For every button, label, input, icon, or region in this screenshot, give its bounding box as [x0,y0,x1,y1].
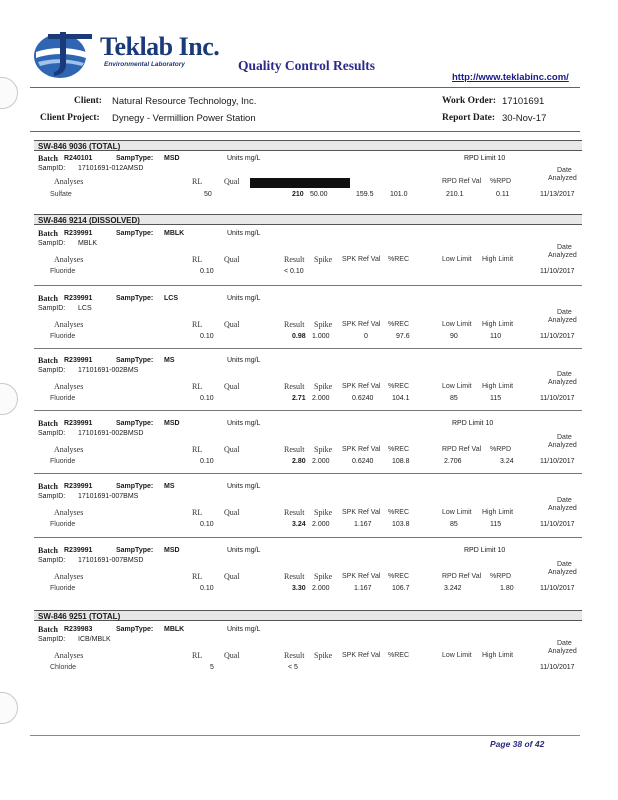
rl-value: 0.10 [200,585,214,592]
batch-id: R239991 [64,357,93,364]
rpd-limit-label: RPD Limit 10 [464,547,506,554]
date-header-1: Date [557,167,572,174]
samp-type-label: SampType: [116,230,154,237]
header-rule-top [30,87,580,88]
high-limit-value: 115 [490,395,502,402]
analyte-name: Fluoride [50,585,76,592]
units-label: Units mg/L [227,547,261,554]
low-limit-value: 90 [450,333,458,340]
rpd-ref-value: 2.706 [444,458,462,465]
binder-hole-bottom [0,692,18,724]
result-header: Result [284,320,305,329]
pct-rec-header: %REC [388,573,410,580]
rec-value: 108.8 [392,458,410,465]
samp-id-value: 17101691-002BMSD [78,430,144,437]
samp-type-value: MBLK [164,626,185,633]
samp-id-value: MBLK [78,240,98,247]
samp-type-label: SampType: [116,547,154,554]
date-value: 11/10/2017 [540,521,575,528]
samp-id-value: LCS [78,305,92,312]
samp-type-label: SampType: [116,420,154,427]
samp-type-label: SampType: [116,626,154,633]
result-value: 210 [292,191,304,198]
rl-header: RL [192,255,203,264]
date-header-2: Analyzed [548,648,577,655]
work-order-value: 17101691 [502,96,545,107]
qual-header: Qual [224,255,240,264]
analyses-header: Analyses [54,320,84,329]
samp-type-value: MSD [164,547,180,554]
high-limit-header: High Limit [482,256,514,263]
analyte-name: Sulfate [50,191,72,198]
logo-subtitle: Environmental Laboratory [104,61,185,68]
date-value: 11/13/2017 [540,191,575,198]
date-header-1: Date [557,640,572,647]
samp-type-value: MBLK [164,230,185,237]
result-header: Result [284,382,305,391]
result-header: Result [284,572,305,581]
project-value: Dynegy - Vermillion Power Station [112,113,256,124]
method-heading: SW-846 9036 (TOTAL) [34,140,582,151]
analyte-name: Fluoride [50,395,76,402]
result-header: Result [284,508,305,517]
samp-type-label: SampType: [116,357,154,364]
page-title: Quality Control Results [238,58,376,73]
date-value: 11/10/2017 [540,268,575,275]
date-header-1: Date [557,244,572,251]
project-label: Client Project: [40,113,100,123]
spk-ref-val-header: SPK Ref Val [342,256,381,263]
samp-id-label: SampID: [38,493,66,500]
spike-value: 2.000 [312,521,330,528]
spike-value: 50.00 [310,191,328,198]
qual-header: Qual [224,508,240,517]
date-value: 11/10/2017 [540,664,575,671]
analyte-name: Fluoride [50,521,76,528]
batch-id: R239991 [64,483,93,490]
units-label: Units mg/L [227,626,261,633]
date-header-2: Analyzed [548,175,577,182]
qual-header: Qual [224,445,240,454]
qc-section-9251-mblk [34,610,582,676]
qual-header: Qual [224,651,240,660]
spk-ref-val-header: SPK Ref Val [342,509,381,516]
spk-ref-val-header: SPK Ref Val [342,652,381,659]
row-separator [34,410,582,411]
batch-id: R240101 [64,155,93,162]
date-value: 11/10/2017 [540,585,575,592]
rec-value: 103.8 [392,521,410,528]
rl-value: 0.10 [200,333,214,340]
pct-rec-header: %REC [388,383,410,390]
pct-rec-header: %REC [388,652,410,659]
date-header-2: Analyzed [548,317,577,324]
spike-value: 1.000 [312,333,330,340]
spk-ref-val-header: SPK Ref Val [342,573,381,580]
samp-type-label: SampType: [116,155,154,162]
batch-label: Batch [38,356,58,365]
pct-rec-header: %REC [388,509,410,516]
rl-header: RL [192,177,203,186]
rpd-ref-value: 210.1 [446,191,464,198]
qual-header: Qual [224,382,240,391]
samp-id-label: SampID: [38,557,66,564]
qc-section-9214-mblk [34,214,582,280]
analyses-header: Analyses [54,651,84,660]
binder-hole-top [0,77,18,109]
qc-section-9214-lcs [34,292,582,344]
spk-ref-value: 1.167 [354,585,372,592]
batch-id: R239991 [64,420,93,427]
batch-label: Batch [38,419,58,428]
header-rule-bottom [30,131,580,132]
low-limit-header: Low Limit [442,652,472,659]
rl-value: 50 [204,191,212,198]
rl-header: RL [192,382,203,391]
low-limit-value: 85 [450,521,458,528]
high-limit-header: High Limit [482,321,514,328]
batch-label: Batch [38,482,58,491]
pct-rec-header: %REC [388,256,410,263]
qual-header: Qual [224,572,240,581]
units-label: Units mg/L [227,420,261,427]
analyte-name: Chloride [50,664,77,671]
analyses-header: Analyses [54,177,84,186]
samp-id-value: 17101691-002BMS [78,367,139,374]
batch-id: R239983 [64,626,93,633]
analyses-header: Analyses [54,255,84,264]
samp-type-label: SampType: [116,295,154,302]
rl-value: 0.10 [200,268,214,275]
spk-ref-value: 159.5 [356,191,374,198]
date-header-2: Analyzed [548,442,577,449]
samp-type-value: MSD [164,420,180,427]
high-limit-value: 110 [490,333,502,340]
rpd-limit-label: RPD Limit 10 [464,155,506,162]
spk-ref-val-header: SPK Ref Val [342,321,381,328]
date-header-1: Date [557,561,572,568]
spike-header: Spike [314,572,333,581]
result-header: Result [284,445,305,454]
date-header-2: Analyzed [548,379,577,386]
spk-ref-value: 0.6240 [352,458,374,465]
high-limit-header: High Limit [482,509,514,516]
rl-header: RL [192,320,203,329]
rpd-ref-val-header: RPD Ref Val [442,573,482,580]
pct-rec-header: %REC [388,446,410,453]
low-limit-header: Low Limit [442,321,472,328]
report-date-value: 30-Nov-17 [502,113,547,124]
result-value: 2.80 [292,458,306,465]
date-header-1: Date [557,434,572,441]
rl-value: 5 [210,664,214,671]
samp-id-label: SampID: [38,165,66,172]
rec-value: 97.6 [396,333,410,340]
qc-section-9036-msd [34,140,582,200]
qc-section-9214-ms-002 [34,354,582,406]
batch-label: Batch [38,625,58,634]
result-value: 0.98 [292,333,306,340]
units-label: Units mg/L [227,483,261,490]
row-separator [34,285,582,286]
rpd-value: 0.11 [496,191,510,198]
analyses-header: Analyses [54,445,84,454]
spike-header: Spike [314,255,333,264]
rec-value: 101.0 [390,191,408,198]
spike-header: Spike [314,508,333,517]
low-limit-header: Low Limit [442,509,472,516]
samp-id-value: 17101691-007BMS [78,493,139,500]
samp-type-value: MS [164,483,175,490]
batch-label: Batch [38,294,58,303]
analyses-header: Analyses [54,572,84,581]
analyte-name: Fluoride [50,458,76,465]
date-header-1: Date [557,497,572,504]
samp-type-label: SampType: [116,483,154,490]
samp-id-label: SampID: [38,240,66,247]
rl-header: RL [192,572,203,581]
samp-id-label: SampID: [38,305,66,312]
rl-value: 0.10 [200,458,214,465]
rl-header: RL [192,651,203,660]
spike-value: 2.000 [312,395,330,402]
spike-value: 2.000 [312,458,330,465]
analyses-header: Analyses [54,508,84,517]
rpd-ref-value: 3.242 [444,585,462,592]
date-header-2: Analyzed [548,505,577,512]
qc-section-9214-msd-002 [34,417,582,469]
date-header-2: Analyzed [548,569,577,576]
client-label: Client: [74,96,102,106]
rl-header: RL [192,445,203,454]
rl-value: 0.10 [200,395,214,402]
samp-type-value: MS [164,357,175,364]
result-header: Result [284,255,305,264]
units-label: Units mg/L [227,357,261,364]
page-number: Page 38 of 42 [490,739,545,749]
pct-rpd-header: %RPD [490,573,512,580]
low-limit-header: Low Limit [442,383,472,390]
date-header-1: Date [557,371,572,378]
pct-rpd-header: %RPD [490,446,512,453]
analyses-header: Analyses [54,382,84,391]
footer-rule [30,735,580,736]
low-limit-value: 85 [450,395,458,402]
date-value: 11/10/2017 [540,458,575,465]
result-value: 2.71 [292,395,306,402]
samp-id-label: SampID: [38,430,66,437]
qc-section-9214-msd-007 [34,544,582,596]
samp-id-value: ICB/MBLK [78,636,111,643]
teklab-logo [30,30,220,80]
spike-value: 2.000 [312,585,330,592]
rpd-limit-label: RPD Limit 10 [452,420,494,427]
batch-id: R239991 [64,295,93,302]
samp-id-label: SampID: [38,636,66,643]
rpd-ref-val-header: RPD Ref Val [442,178,482,185]
high-limit-header: High Limit [482,383,514,390]
globe-logo-icon [30,30,100,80]
low-limit-header: Low Limit [442,256,472,263]
method-heading: SW-846 9214 (DISSOLVED) [34,214,582,225]
date-header-2: Analyzed [548,252,577,259]
spk-ref-value: 0 [364,333,368,340]
batch-label: Batch [38,229,58,238]
spk-ref-value: 1.167 [354,521,372,528]
work-order-label: Work Order: [442,96,497,106]
spike-header: Spike [314,445,333,454]
row-separator [34,348,582,349]
pct-rec-header: %REC [388,321,410,328]
client-value: Natural Resource Technology, Inc. [112,96,257,107]
analyte-name: Fluoride [50,268,76,275]
rec-value: 104.1 [392,395,410,402]
qual-header: Qual [224,177,240,186]
website-link[interactable]: http://www.teklabinc.com/ [452,72,569,83]
samp-type-value: LCS [164,295,178,302]
spk-ref-val-header: SPK Ref Val [342,446,381,453]
qc-section-9214-ms-007 [34,480,582,532]
date-value: 11/10/2017 [540,395,575,402]
samp-id-value: 17101691-007BMSD [78,557,144,564]
report-date-label: Report Date: [442,113,496,123]
result-header: Result [284,651,305,660]
high-limit-value: 115 [490,521,502,528]
binder-hole-middle [0,383,18,415]
row-separator [34,473,582,474]
rl-value: 0.10 [200,521,214,528]
batch-label: Batch [38,546,58,555]
batch-id: R239991 [64,230,93,237]
rpd-value: 3.24 [500,458,514,465]
samp-id-label: SampID: [38,367,66,374]
analyte-name: Fluoride [50,333,76,340]
spike-header: Spike [314,651,333,660]
pct-rpd-header: %RPD [490,178,512,185]
rec-value: 106.7 [392,585,410,592]
rl-header: RL [192,508,203,517]
rpd-ref-val-header: RPD Ref Val [442,446,482,453]
spike-header: Spike [314,320,333,329]
result-value: 3.30 [292,585,306,592]
samp-type-value: MSD [164,155,180,162]
samp-id-value: 17101691-012AMSD [78,165,144,172]
logo-name: Teklab Inc. [100,32,220,61]
row-separator [34,537,582,538]
date-header-1: Date [557,309,572,316]
batch-label: Batch [38,154,58,163]
spike-header: Spike [314,382,333,391]
spk-ref-val-header: SPK Ref Val [342,383,381,390]
units-label: Units mg/L [227,230,261,237]
result-value: 3.24 [292,521,306,528]
method-heading: SW-846 9251 (TOTAL) [34,610,582,621]
qual-header: Qual [224,320,240,329]
result-value: < 0.10 [284,268,304,275]
rpd-value: 1.80 [500,585,514,592]
high-limit-header: High Limit [482,652,514,659]
units-label: Units mg/L [227,155,261,162]
date-value: 11/10/2017 [540,333,575,340]
units-label: Units mg/L [227,295,261,302]
batch-id: R239991 [64,547,93,554]
result-value: < 5 [288,664,298,671]
spk-ref-value: 0.6240 [352,395,374,402]
